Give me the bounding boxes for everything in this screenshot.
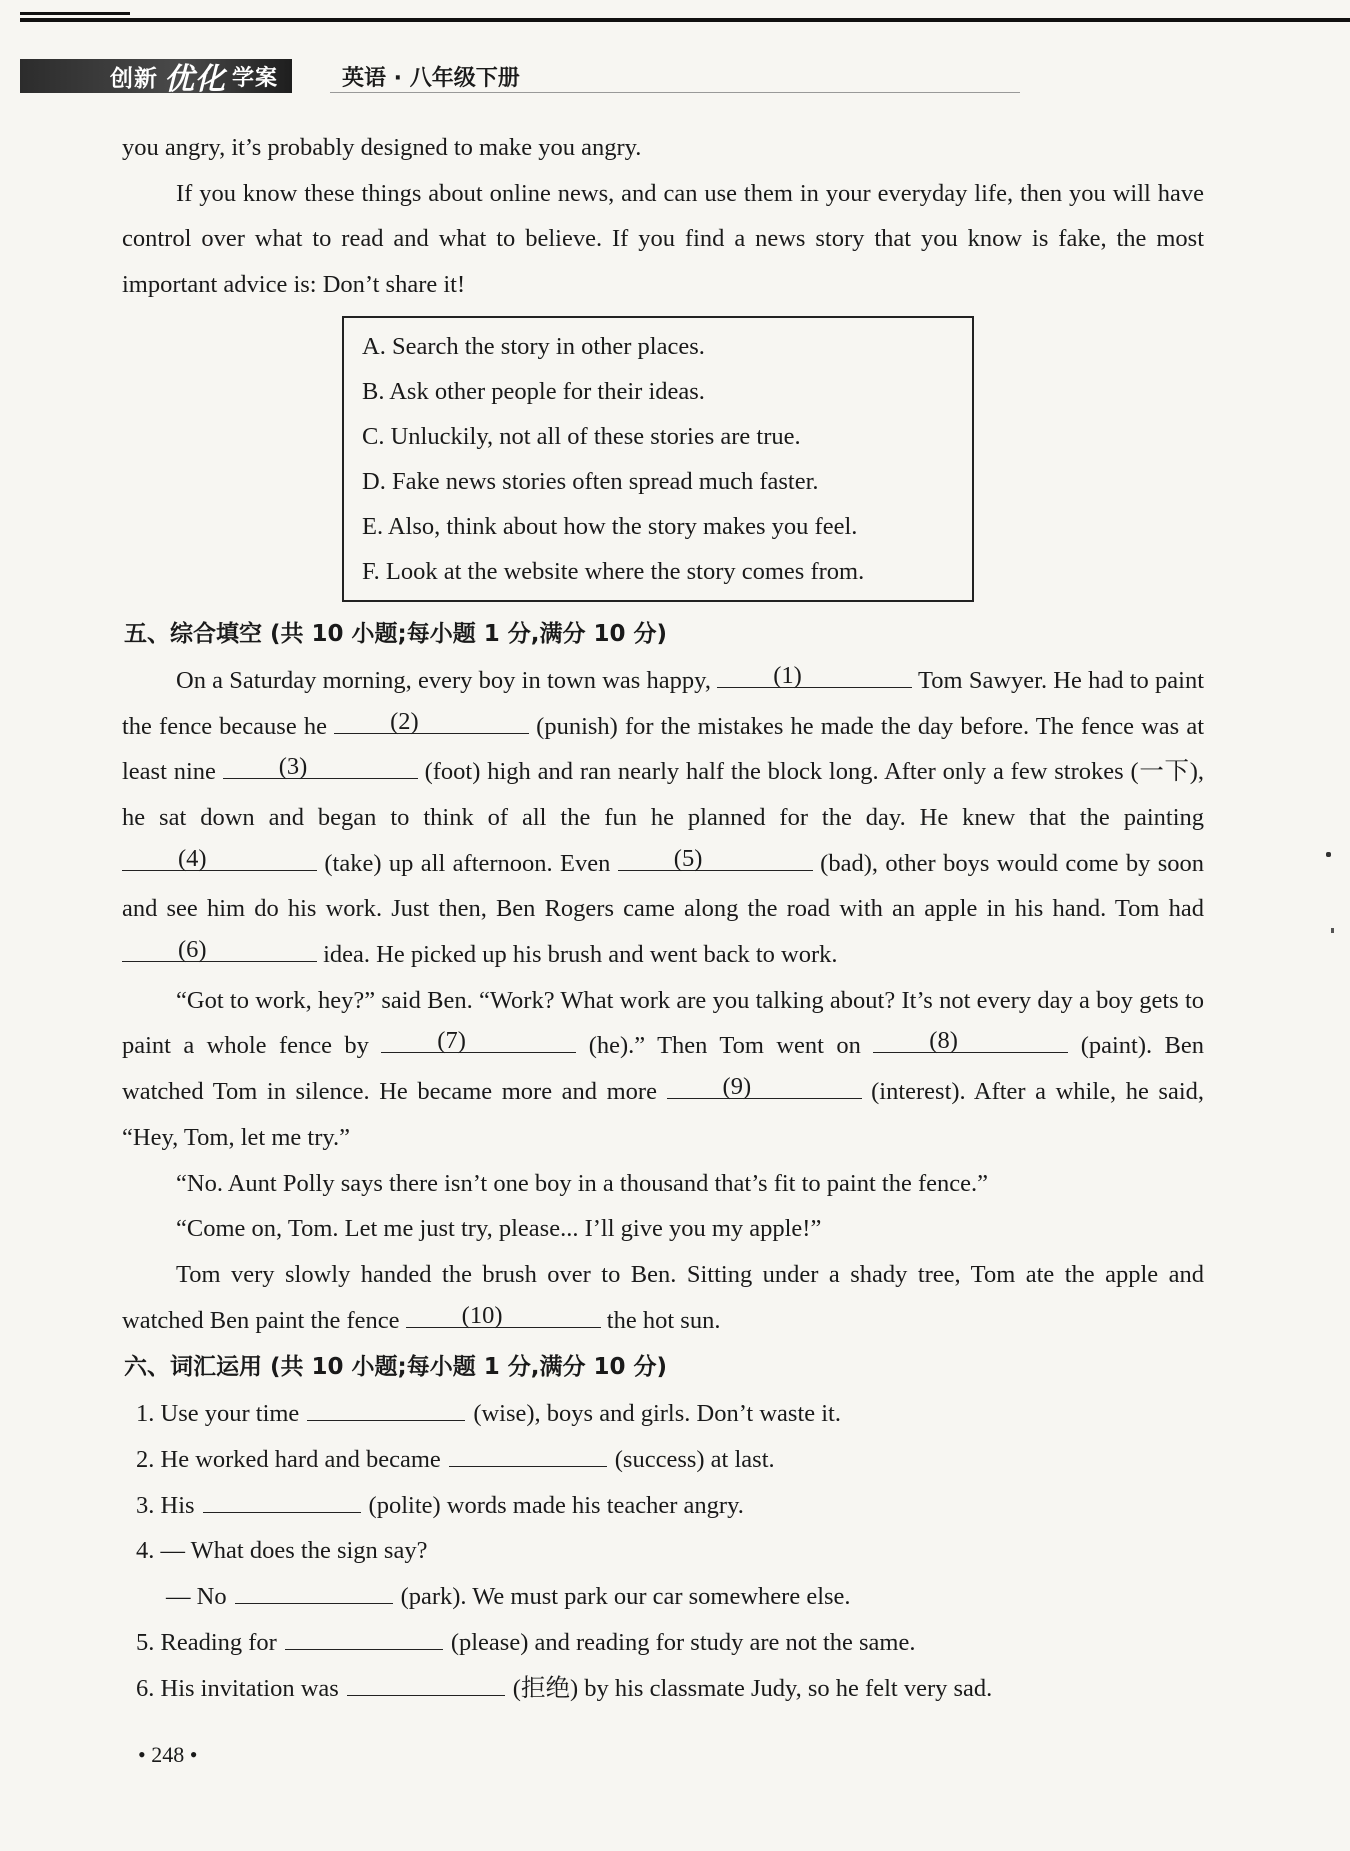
answer-blank[interactable] [285, 1623, 443, 1650]
blank-number: (2) [390, 707, 419, 735]
blank-number: (4) [178, 844, 207, 872]
blank-7[interactable] [381, 1024, 576, 1053]
story-paragraph-2 [122, 978, 1204, 1161]
story-text: (he).” Then Tom went on [588, 1032, 861, 1060]
story-text: idea. He picked up his brush and went back to work. [323, 941, 838, 969]
blank-3[interactable] [223, 750, 418, 779]
option-b: B. Ask other people for their ideas. [362, 377, 705, 405]
answer-blank[interactable] [203, 1486, 361, 1513]
story-text: Tom very slowly handed the brush over to Ben. Sitting under a shady tree, Tom ate the apple and watched Ben paint the fence [122, 1260, 1204, 1334]
answer-blank[interactable] [307, 1394, 465, 1421]
vocab-question-3 [122, 1483, 1204, 1529]
question-text: (park). We must park our car somewhere else. [400, 1583, 851, 1611]
section-6-title: 六、词汇运用 (共 10 小题;每小题 1 分,满分 10 分) [124, 1354, 668, 1381]
subject-title: 英语 · 八年级下册 [342, 65, 520, 91]
question-text: (success) at last. [614, 1446, 775, 1474]
blank-8[interactable] [873, 1024, 1068, 1053]
header-top-mark [20, 12, 130, 15]
story-paragraph-3: “No. Aunt Polly says there isn’t one boy in a thousand that’s fit to paint the fence.” [176, 1169, 988, 1197]
option-e: E. Also, think about how the story makes you feel. [362, 512, 858, 540]
vocab-question-6 [122, 1666, 1204, 1712]
question-text: (wise), boys and girls. Don’t waste it. [473, 1400, 841, 1428]
answer-blank[interactable] [235, 1577, 393, 1604]
page-content [122, 125, 1204, 1711]
brand-text-1: 创新 [110, 65, 158, 92]
story-text: (paint). Ben watched Tom in silence. He became more and more [122, 1032, 1204, 1106]
story-text: (punish) for the mistakes he made the day before. The fence was at least nine [122, 712, 1204, 786]
options-box [342, 316, 974, 602]
story-paragraph-5 [122, 1252, 1204, 1343]
question-text: 6. His invitation was [136, 1674, 339, 1702]
blank-5[interactable] [618, 842, 813, 871]
story-text: (foot) high and ran nearly half the block long. After only a few strokes (一下), he sat down and began to think of all the fun he planned for the day. He knew that the painting [122, 758, 1205, 831]
blank-4[interactable] [122, 842, 317, 871]
story-text: (take) up all afternoon. Even [324, 849, 611, 877]
blank-9[interactable] [667, 1070, 862, 1099]
story-text: (bad), other boys would come by soon and see him do his work. Just then, Ben Rogers came along the road with an apple in his hand. Tom had [122, 849, 1205, 923]
question-text: (please) and reading for study are not the same. [450, 1628, 916, 1656]
blank-number: (9) [722, 1073, 752, 1101]
answer-blank[interactable] [347, 1669, 505, 1696]
brand-logo [20, 59, 292, 97]
question-text: 5. Reading for [136, 1628, 277, 1656]
blank-number: (3) [278, 753, 308, 781]
story-text: “Got to work, hey?” said Ben. “Work? What work are you talking about? It’s not every day a boy gets to paint a whole fence by [122, 986, 1204, 1060]
page-number: • 248 • [138, 1742, 198, 1767]
blank-number: (6) [178, 936, 207, 964]
section-5-title: 五、综合填空 (共 10 小题;每小题 1 分,满分 10 分) [124, 620, 668, 647]
question-text: 2. He worked hard and became [136, 1446, 441, 1474]
story-text: Tom Sawyer. He had to paint the fence because he [122, 666, 1205, 740]
intro-line: you angry, it’s probably designed to make you angry. [122, 134, 642, 161]
blank-number: (5) [673, 844, 703, 872]
brand-text-2: 优化 [164, 62, 226, 97]
story-text: the hot sun. [606, 1306, 721, 1334]
blank-1[interactable] [717, 659, 912, 688]
story-text: (interest). After a while, he said, “Hey, Tom, let me try.” [122, 1078, 1205, 1151]
scan-speck [1331, 928, 1334, 933]
blank-number: (7) [437, 1027, 466, 1055]
vocab-question-4-answer [122, 1574, 1204, 1620]
blank-6[interactable] [122, 933, 317, 962]
vocab-question-2 [122, 1437, 1204, 1483]
blank-10[interactable] [406, 1299, 601, 1328]
question-text: 3. His [136, 1491, 195, 1519]
story-paragraph-4: “Come on, Tom. Let me just try, please... I’ll give you my apple!” [176, 1215, 822, 1243]
header-divider [330, 92, 1020, 93]
vocab-question-4 [122, 1528, 1204, 1574]
brand-text-3: 学案 [232, 65, 279, 91]
page-header [20, 58, 1020, 97]
question-text: (polite) words made his teacher angry. [368, 1491, 744, 1519]
blank-2[interactable] [334, 705, 529, 734]
question-text: 1. Use your time [136, 1400, 300, 1428]
answer-blank[interactable] [449, 1440, 607, 1467]
question-text: — No [166, 1583, 227, 1611]
option-d: D. Fake news stories often spread much faster. [362, 467, 819, 495]
option-c: C. Unluckily, not all of these stories are true. [362, 422, 801, 450]
story-paragraph-1 [122, 658, 1204, 978]
vocab-question-list [122, 1391, 1204, 1711]
blank-number: (1) [773, 661, 802, 689]
vocab-question-5 [122, 1620, 1204, 1666]
blank-number: (8) [929, 1027, 958, 1055]
option-f: F. Look at the website where the story comes from. [362, 557, 865, 585]
story-text: On a Saturday morning, every boy in town was happy, [176, 666, 711, 694]
vocab-question-1 [122, 1391, 1204, 1437]
header-top-rule [20, 18, 1350, 22]
option-a: A. Search the story in other places. [362, 332, 705, 360]
intro-paragraph: If you know these things about online news, and can use them in your everyday life, then you will have control over what to read and what to believe. If you find a news story that you know is fake, the most important advice is: Don’t share it! [122, 179, 1204, 299]
blank-number: (10) [461, 1301, 503, 1329]
question-text: (拒绝) by his classmate Judy, so he felt very sad. [512, 1674, 993, 1702]
scan-speck [1326, 852, 1331, 857]
question-text: 4. — What does the sign say? [136, 1537, 428, 1565]
